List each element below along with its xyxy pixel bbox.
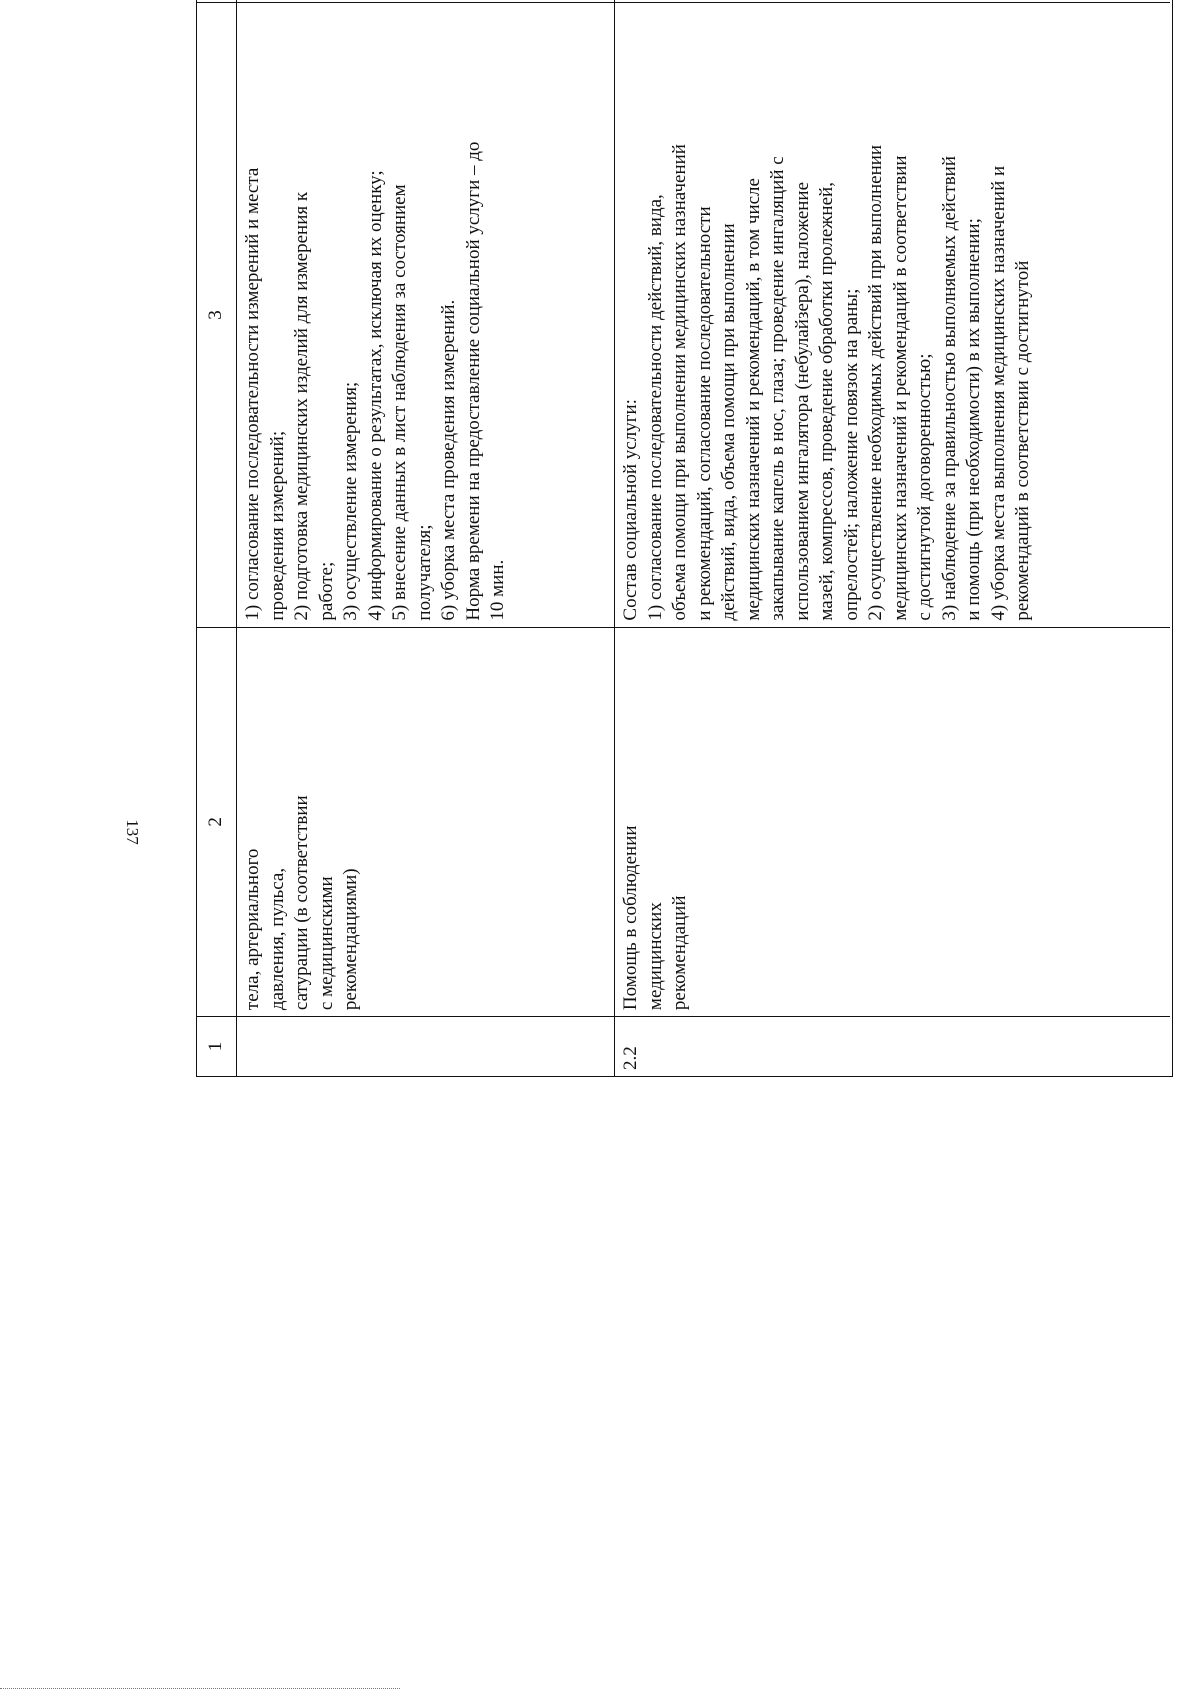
cell-text-line: рекомендаций xyxy=(669,895,690,1011)
service-volume-cell xyxy=(237,0,614,2)
cell-text-line: получателя; xyxy=(413,524,435,621)
service-name-cell xyxy=(237,627,614,1016)
header-cell-1: 1 xyxy=(197,1016,236,1076)
cell-text-line: и помощь (при необходимости) в их выполнении; xyxy=(963,218,984,621)
service-volume-cell xyxy=(615,0,1170,2)
cell-text-line: 10 мин. xyxy=(487,559,508,621)
cell-text-line: работе; xyxy=(315,561,337,621)
cell-text-line: 2) подготовка медицинских изделий для измерения к xyxy=(291,191,312,621)
table-header-row xyxy=(197,0,237,1076)
header-cell-4 xyxy=(197,0,236,2)
cell-text-line: 3) наблюдение за правильностью выполняемых действий xyxy=(938,156,960,621)
cell-text-line: 1) согласование последовательности измерений и места xyxy=(242,167,263,621)
cell-text-line: Норма времени на предоставление социальной услуги – до xyxy=(462,141,484,621)
cell-text-line: объема помощи при выполнении медицинских назначений xyxy=(669,144,690,621)
header-cell-2: 2 xyxy=(197,627,236,1016)
cell-text-line: сатурации (в соответствии xyxy=(291,795,312,1011)
header-cell-3: 3 xyxy=(197,2,236,626)
table-row xyxy=(237,0,615,1076)
cell-text-line: опрелостей; наложение повязок на раны; xyxy=(840,288,862,621)
row-number-cell: 2.2 xyxy=(615,1016,1170,1076)
rotated-table-area xyxy=(196,100,1173,1565)
table-row xyxy=(615,0,1170,1076)
cell-text-line: 4) информирование о результатах, исключая их оценку; xyxy=(364,170,386,621)
cell-text-line: 4) уборка места выполнения медицинских назначений и xyxy=(987,165,1009,621)
cell-text-line: проведения измерений; xyxy=(266,430,288,621)
cell-text-line: мазей, компрессов, проведение обработки пролежней, xyxy=(816,182,837,621)
cell-text-line: рекомендаций в соответствии с достигнутой xyxy=(1012,260,1033,621)
cell-text-line: 6) уборка места проведения измерений. xyxy=(438,299,459,621)
cell-text-line: с достигнутой договоренностью; xyxy=(914,353,935,621)
service-name-cell xyxy=(615,627,1170,1016)
cell-text-line: рекомендациями) xyxy=(340,868,361,1011)
cell-text-line: и рекомендаций, согласование последовательности xyxy=(693,206,715,621)
page-number: 137 xyxy=(123,819,142,845)
cell-text-line: с медицинскими xyxy=(315,876,337,1011)
service-content-cell xyxy=(615,2,1170,626)
cell-text-line: 5) внесение данных в лист наблюдения за состоянием xyxy=(389,184,410,621)
cell-text-line: 3) осуществление измерения; xyxy=(340,381,361,621)
cell-text-line: 2) осуществление необходимых действий при выполнении xyxy=(865,144,886,621)
row-number-cell xyxy=(237,1016,614,1076)
cell-text-line: медицинских xyxy=(644,902,666,1011)
cell-text-line: Помощь в соблюдении xyxy=(620,825,641,1011)
cell-text-line: действий, вида, объема помощи при выполнении xyxy=(718,223,739,621)
service-content-cell xyxy=(237,2,614,626)
cell-text-line: закапывание капель в нос, глаза; проведение ингаляций с xyxy=(767,156,788,621)
cell-text-line: медицинских назначений и рекомендаций, в том числе xyxy=(742,178,764,621)
scan-edge-line xyxy=(0,1688,400,1695)
cell-text-line: медицинских назначений и рекомендаций в соответствии xyxy=(889,155,911,621)
cell-text-line: использованием ингалятора (небулайзера), наложение xyxy=(791,181,813,621)
services-table xyxy=(196,0,1173,1077)
cell-text-line: Состав социальной услуги: xyxy=(620,399,641,621)
cell-text-line: 1) согласование последовательности действий, вида, xyxy=(644,194,666,621)
cell-text-line: тела, артериального xyxy=(242,848,263,1011)
cell-text-line: давления, пульса, xyxy=(266,867,288,1011)
